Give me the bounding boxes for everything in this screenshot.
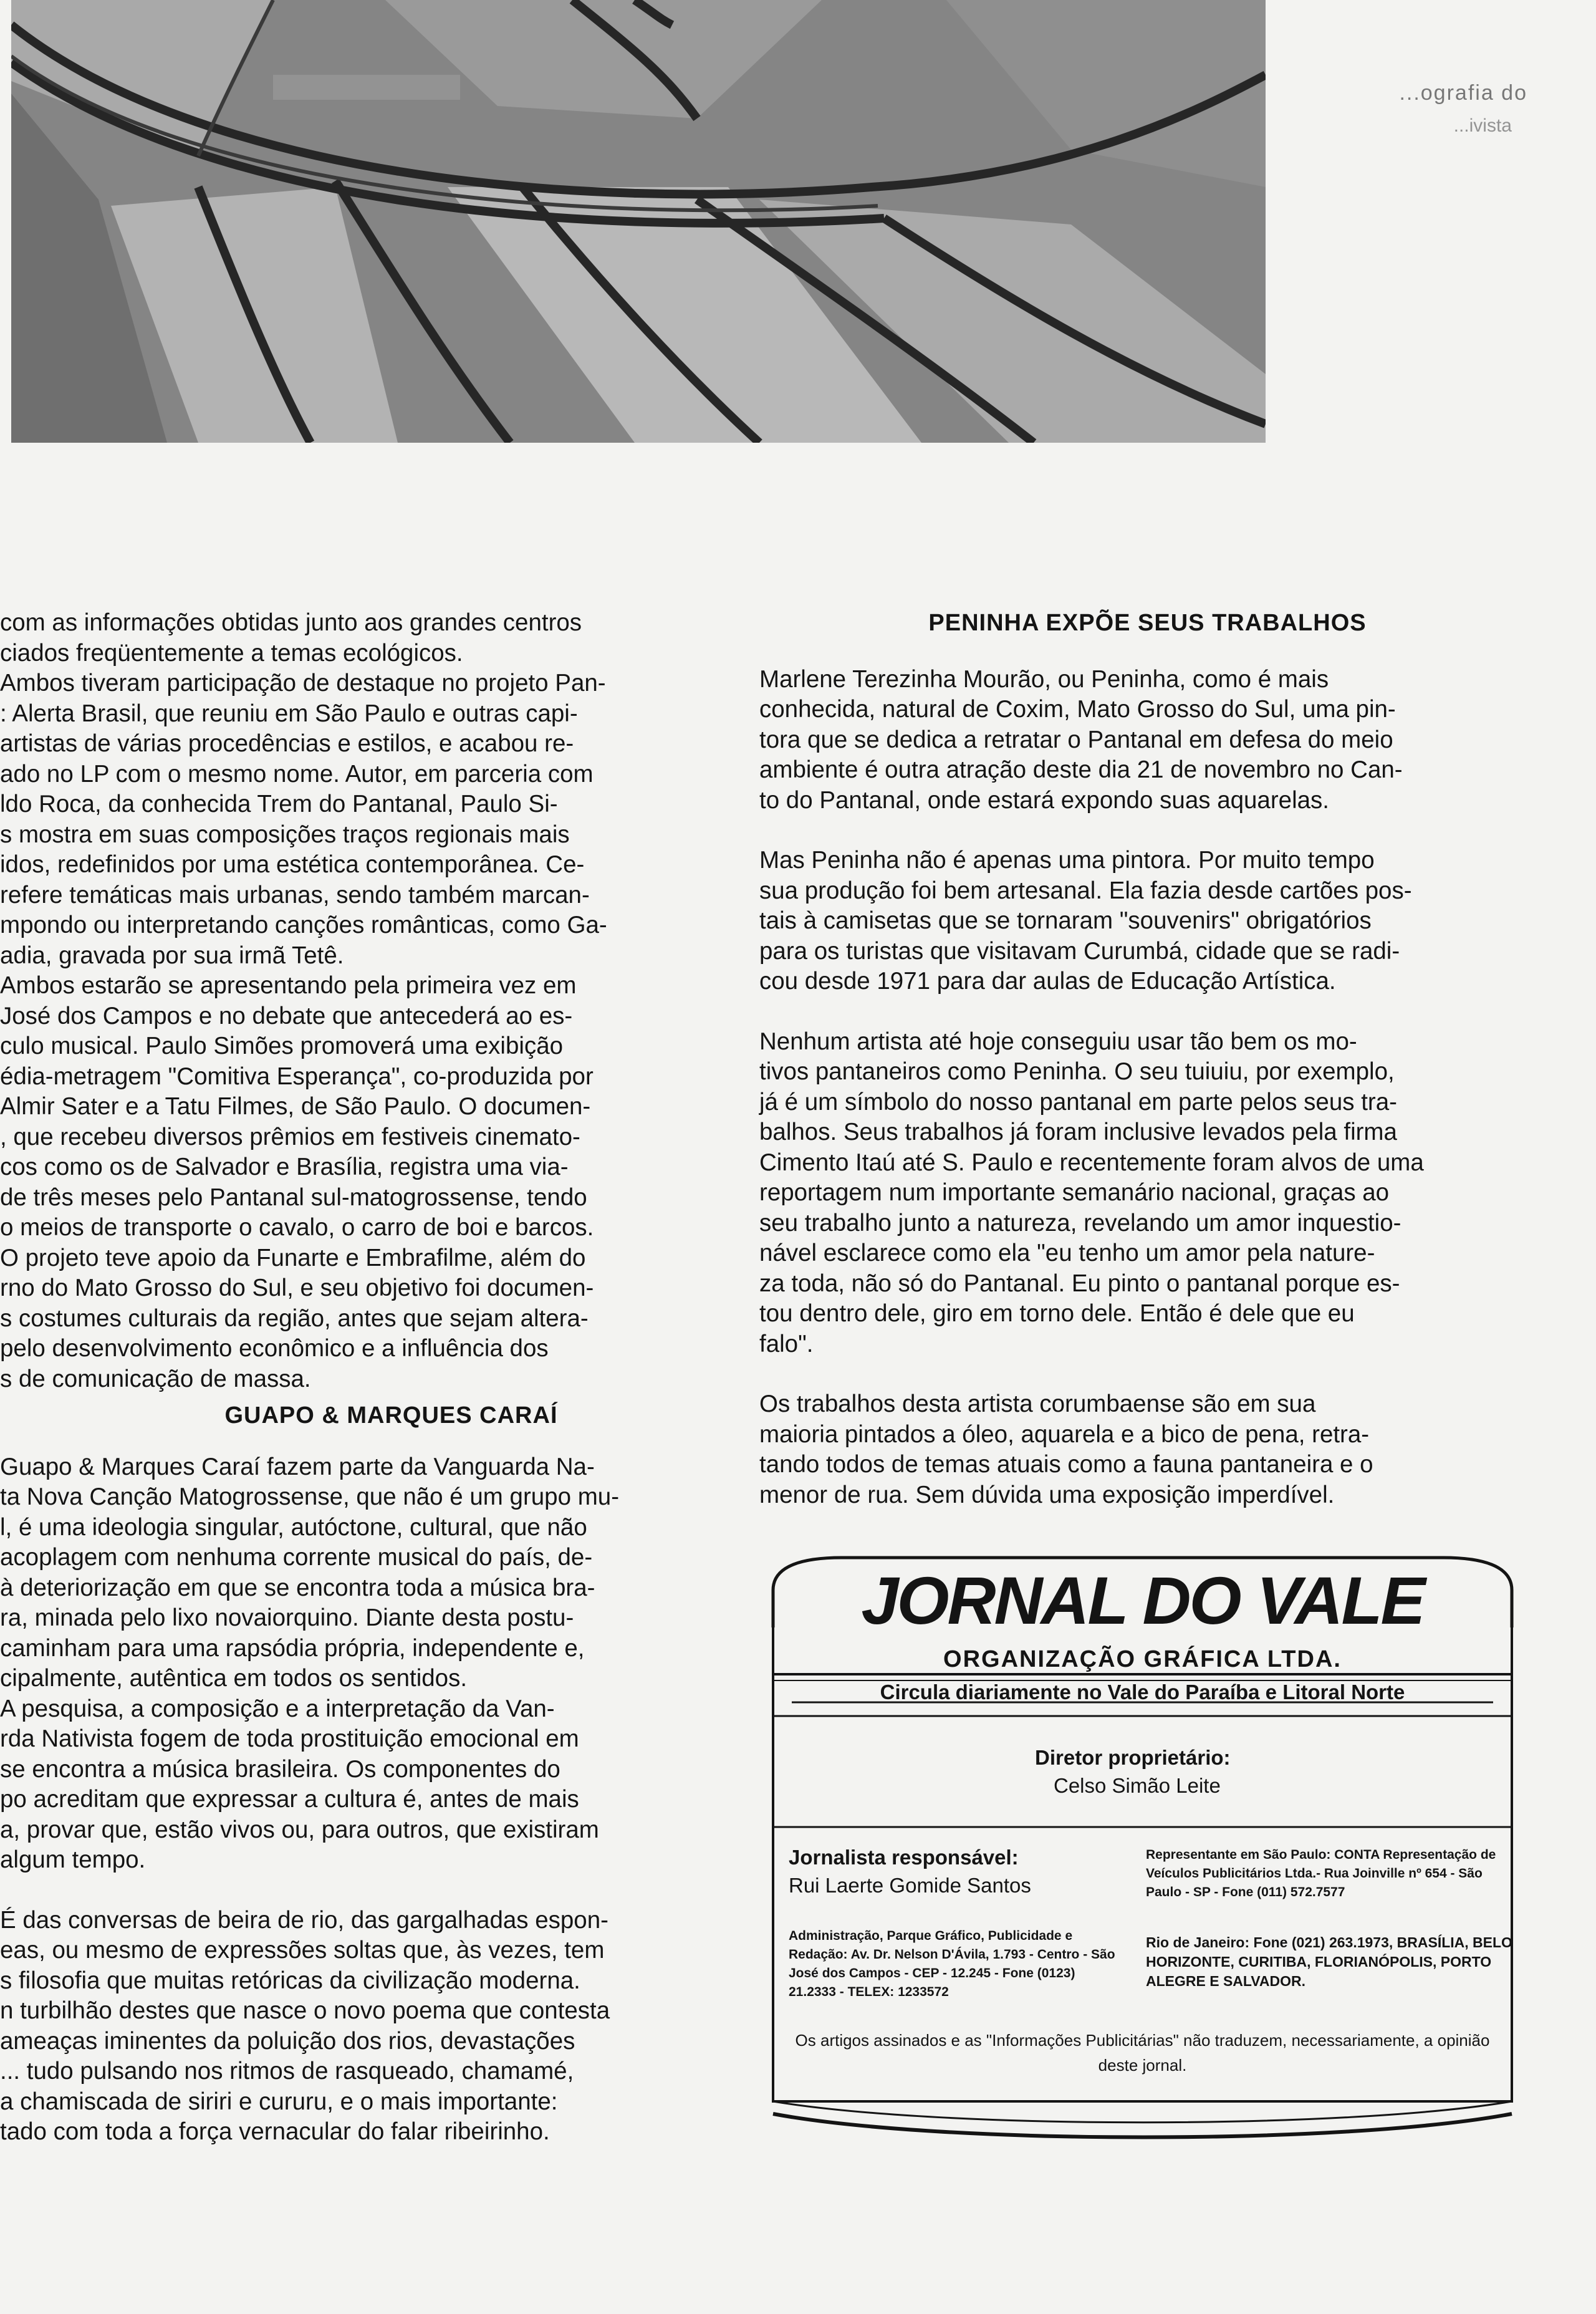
text-line: A pesquisa, a composição e a interpretação da Van- (0, 1695, 555, 1722)
text-line: ... tudo pulsando nos ritmos de rasqueado, chamamé, (0, 2058, 574, 2085)
left-article-column (0, 608, 733, 2148)
journalist-name: Rui Laerte Gomide Santos (789, 1874, 1031, 1897)
text-line: s mostra em suas composições traços regionais mais (0, 821, 570, 848)
text-line: adia, gravada por sua irmã Tetê. (0, 942, 344, 969)
photo-artwork (11, 0, 1266, 443)
text-line: tando todos de temas atuais como a fauna pantaneira e o (759, 1451, 1373, 1478)
text-line: s costumes culturais da região, antes que sejam altera- (0, 1304, 589, 1332)
text-line: reportagem num importante semanário nacional, graças ao (759, 1179, 1390, 1206)
text-line: balhos. Seus trabalhos já foram inclusive levados pela firma (759, 1119, 1397, 1145)
peninha-paragraph-1 (759, 665, 1536, 816)
director-name: Celso Simão Leite (1054, 1774, 1221, 1797)
newspaper-logo: JORNAL DO VALE (861, 1563, 1424, 1638)
text-line: artistas de várias procedências e estilos, e acabou re- (0, 730, 574, 757)
text-line: Ambos tiveram participação de destaque no projeto Pan- (0, 670, 606, 697)
jornal-do-vale-masthead-box (754, 1553, 1531, 2148)
text-line: maioria pintados a óleo, aquarela e a bico de pena, retra- (759, 1420, 1370, 1448)
text-line: nável esclarece como ela "eu tenho um amor pela nature- (759, 1240, 1375, 1266)
text-line: falo". (759, 1330, 814, 1357)
text-line: pelo desenvolvimento econômico e a influência dos (0, 1335, 549, 1362)
text-line: Guapo & Marques Caraí fazem parte da Vanguarda Na- (0, 1453, 595, 1480)
text-line: Os trabalhos desta artista corumbaense são em sua (759, 1391, 1316, 1417)
text-line: o meios de transporte o cavalo, o carro de boi e barcos. (0, 1214, 594, 1241)
text-line: cipalmente, autêntica em todos os sentidos. (0, 1665, 468, 1692)
text-line: to do Pantanal, onde estará expondo suas aquarelas. (759, 786, 1329, 814)
rio-contacts: Rio de Janeiro: Fone (021) 263.1973, BRASÍLIA, BELO HORIZONTE, CURITIBA, FLORIANÓPOLIS, PORTO ALEGRE E SALVADOR. (1146, 1934, 1512, 1989)
director-label: Diretor proprietário: (1035, 1746, 1231, 1769)
article-heading-peninha: PENINHA EXPÕE SEUS TRABALHOS (928, 610, 1367, 636)
text-line: refere temáticas mais urbanas, sendo também marcan- (0, 881, 590, 909)
text-line: à deteriorização em que se encontra toda a música bra- (0, 1574, 595, 1601)
left-paragraphs-b (0, 1452, 733, 1876)
peninha-paragraph-4 (759, 1389, 1536, 1510)
text-line: com as informações obtidas junto aos grandes centros (0, 609, 582, 636)
text-line: tado com toda a força vernacular do falar ribeirinho. (0, 2118, 550, 2145)
text-line: ado no LP com o mesmo nome. Autor, em parceria com (0, 760, 594, 788)
text-line: tais à camisetas que se tornaram "souvenirs" obrigatórios (759, 907, 1372, 934)
text-line: ameaças iminentes da poluição dos rios, devastações (0, 2027, 575, 2055)
text-line: Almir Sater e a Tatu Filmes, de São Paulo. O documen- (0, 1093, 591, 1120)
text-line: ambiente é outra atração deste dia 21 de novembro no Can- (759, 756, 1403, 783)
text-line: : Alerta Brasil, que reuniu em São Paulo e outras capi- (0, 700, 578, 727)
text-line: rno do Mato Grosso do Sul, e seu objetivo foi documen- (0, 1275, 594, 1301)
text-line: tivos pantaneiros como Peninha. O seu tuiuiu, por exemplo, (759, 1058, 1395, 1085)
text-line: a, provar que, estão vivos ou, para outros, que existiram (0, 1816, 599, 1843)
text-line: Ambos estarão se apresentando pela primeira vez em (0, 972, 577, 999)
text-line: culo musical. Paulo Simões promoverá uma exibição (0, 1033, 564, 1059)
peninha-paragraph-3 (759, 1027, 1536, 1360)
article-heading-guapo: GUAPO & MARQUES CARAÍ (224, 1402, 558, 1429)
text-line: já é um símbolo do nosso pantanal em parte pelos seus tra- (759, 1088, 1397, 1116)
text-line: O projeto teve apoio da Funarte e Embrafilme, além do (0, 1244, 586, 1271)
disclaimer-note: Os artigos assinados e as "Informações Publicitárias" não traduzem, necessariamente, a opinião deste jornal. (795, 2031, 1490, 2075)
text-line: , que recebeu diversos prêmios em festiveis cinemato- (0, 1123, 580, 1150)
text-line: José dos Campos e no debate que antecederá ao es- (0, 1002, 573, 1029)
text-line: de três meses pelo Pantanal sul-matogrossense, tendo (0, 1184, 587, 1211)
text-line: menor de rua. Sem dúvida uma exposição imperdível. (759, 1481, 1335, 1508)
right-article-column (759, 608, 1536, 1510)
text-line: caminham para uma rapsódia própria, independente e, (0, 1634, 585, 1662)
text-line: se encontra a música brasileira. Os componentes do (0, 1755, 560, 1783)
text-line: eas, ou mesmo de expressões soltas que, às vezes, tem (0, 1937, 605, 1964)
text-line: idos, redefinidos por uma estética contemporânea. Ce- (0, 851, 585, 878)
left-paragraphs-a (0, 608, 733, 1394)
left-paragraphs-c (0, 1906, 733, 2148)
text-line: rda Nativista fogem de toda prostituição emocional em (0, 1725, 579, 1752)
text-line: a chamiscada de siriri e cururu, e o mais importante: (0, 2088, 558, 2115)
scan-text-fragment: ...ivista (1453, 115, 1512, 136)
text-line: édia-metragem "Comitiva Esperança", co-produzida por (0, 1063, 594, 1090)
text-line: Cimento Itaú até S. Paulo e recentemente foram alvos de uma (759, 1149, 1424, 1176)
circulation-line: Circula diariamente no Vale do Paraíba e Litoral Norte (880, 1680, 1405, 1704)
text-line: tou dentro dele, giro em torno dele. Então é dele que eu (759, 1300, 1355, 1327)
text-line: conhecida, natural de Coxim, Mato Grosso do Sul, uma pin- (759, 696, 1396, 723)
text-line: po acreditam que expressar a cultura é, antes de mais (0, 1786, 579, 1813)
text-line: tora que se dedica a retratar o Pantanal em defesa do meio (759, 726, 1393, 753)
text-line: cos como os de Salvador e Brasília, registra uma via- (0, 1154, 569, 1180)
text-line: Mas Peninha não é apenas uma pintora. Por muito tempo (759, 847, 1375, 874)
text-line: acoplagem com nenhuma corrente musical do país, de- (0, 1544, 593, 1571)
article-photo (11, 0, 1266, 443)
text-line: l, é uma ideologia singular, autóctone, cultural, que não (0, 1513, 587, 1541)
peninha-paragraph-2 (759, 846, 1536, 997)
text-line: seu trabalho junto a natureza, revelando um amor inquestio- (759, 1209, 1401, 1237)
text-line: s de comunicação de massa. (0, 1365, 311, 1392)
scan-text-fragment: ...ografia do (1399, 81, 1527, 105)
text-line: Nenhum artista até hoje conseguiu usar tão bem os mo- (759, 1028, 1357, 1055)
text-line: É das conversas de beira de rio, das gargalhadas espon- (0, 1906, 608, 1934)
text-line: para os turistas que visitavam Curumbá, cidade que se radi- (759, 937, 1400, 965)
text-line: mpondo ou interpretando canções românticas, como Ga- (0, 912, 607, 938)
text-line: za toda, não só do Pantanal. Eu pinto o pantanal porque es- (759, 1270, 1400, 1297)
text-line: s filosofia que muitas retóricas da civilização moderna. (0, 1967, 580, 1994)
text-line: ra, minada pelo lixo novaiorquino. Diante desta postu- (0, 1604, 574, 1631)
text-line: sua produção foi bem artesanal. Ela fazia desde cartões pos- (759, 877, 1412, 904)
text-line: cou desde 1971 para dar aulas de Educação Artística. (759, 968, 1336, 995)
text-line: algum tempo. (0, 1846, 146, 1873)
sao-paulo-representative: Representante em São Paulo: CONTA Representação de Veículos Publicitários Ltda.- Rua Joinville nº 654 - São Paulo - SP - Fone (011) 572.7577 (1146, 1848, 1496, 1899)
text-line: Marlene Terezinha Mourão, ou Peninha, como é mais (759, 665, 1329, 693)
journalist-label: Jornalista responsável: (789, 1846, 1019, 1869)
text-line: ta Nova Canção Matogrossense, que não é um grupo mu- (0, 1483, 620, 1510)
newspaper-subtitle: ORGANIZAÇÃO GRÁFICA LTDA. (943, 1646, 1342, 1672)
administration-address: Administração, Parque Gráfico, Publicidade e Redação: Av. Dr. Nelson D'Ávila, 1.793 - Centro - São José dos Campos - CEP - 12.245 - Fone (0123) 21.2333 - TELEX: 1233572 (789, 1929, 1115, 1999)
text-line: ciados freqüentemente a temas ecológicos. (0, 639, 463, 667)
text-line: n turbilhão destes que nasce o novo poema que contesta (0, 1997, 610, 2024)
text-line: ldo Roca, da conhecida Trem do Pantanal, Paulo Si- (0, 791, 558, 817)
